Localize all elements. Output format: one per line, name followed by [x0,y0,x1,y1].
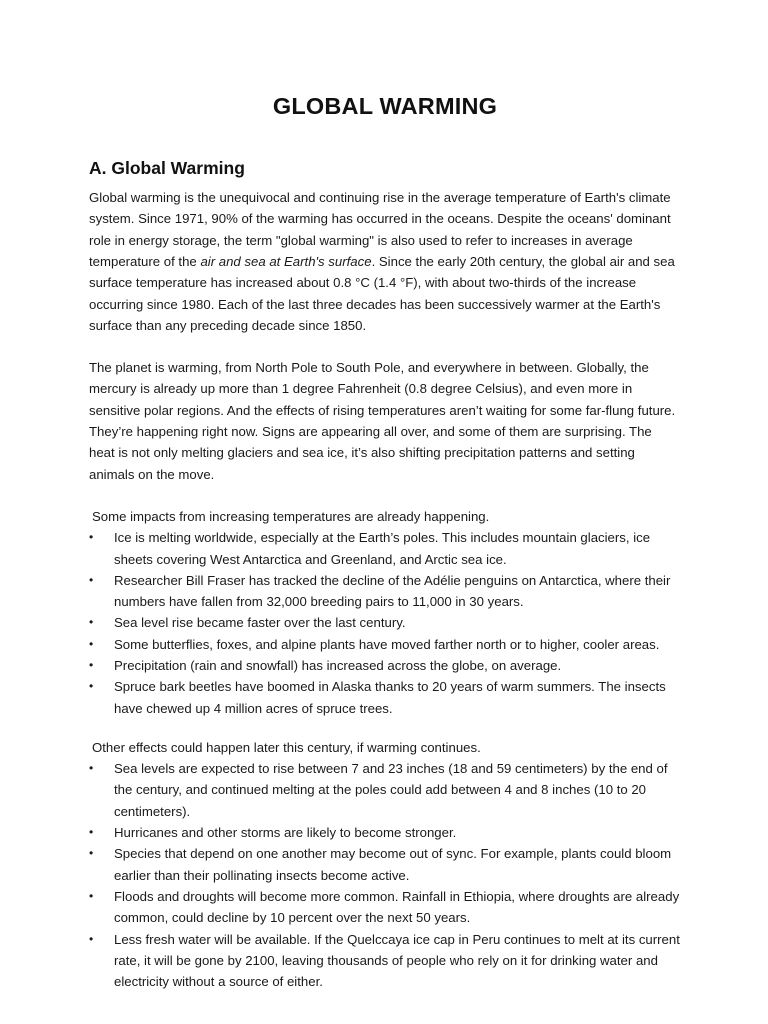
paragraph-planet-warming: The planet is warming, from North Pole to South Pole, and everywhere in between. Globally, the mercury is already up more than 1 degree Fahrenheit (0.8 degree Celsius), and even more in sensitive polar regions. And the effects of rising temperatures aren’t waiting for some far-flung future. They’re happening right now. Signs are appearing all over, and some of them are surprising. The heat is not only melting glaciers and sea ice, it’s also shifting precipitation patterns and setting animals on the move. [89,360,676,482]
list-item: • Less fresh water will be available. If the Quelccaya ice cap in Peru continues to melt at its current rate, it will be gone by 2100, leaving thousands of people who rely on it for drinking water and electricity without a source of either. [89,929,681,993]
page-title: GLOBAL WARMING [272,93,498,119]
list-item: • Spruce bark beetles have boomed in Alaska thanks to 20 years of warm summers. The insects have chewed up 4 million acres of spruce trees. [89,676,681,719]
list-item: • Sea level rise became faster over the last century. [89,612,681,633]
list-item: • Researcher Bill Fraser has tracked the decline of the Adélie penguins on Antarctica, where their numbers have fallen from 32,000 breeding pairs to 11,000 in 30 years. [89,570,681,613]
paragraph-definition-italic-phrase: air and sea at Earth's surface [200,253,372,269]
paragraph-spacer [89,336,681,357]
list-item: • Species that depend on one another may become out of sync. For example, plants could bloom earlier than their pollinating insects become active. [89,843,681,886]
list-item: • Sea levels are expected to rise between 7 and 23 inches (18 and 59 centimeters) by the end of the century, and continued melting at the poles could add between 4 and 8 inches (10 to 20 centimeters). [89,758,681,822]
list-spacer [89,719,681,737]
paragraph-spacer [89,485,681,506]
list-item: • Floods and droughts will become more common. Rainfall in Ethiopia, where droughts are already common, could decline by 10 percent over the next 50 years. [89,886,681,929]
paragraph-definition [89,187,681,336]
section-heading-global-warming: A. Global Warming [89,158,245,179]
current-impacts-list [89,527,681,719]
paragraph-definition-part2: . Since the early 20th century, the global air and sea surface temperature has increased about 0.8 °C (1.4 °F), with about two-thirds of the increase occurring since 1980. Each of the last three decades has been successively warmer at the Earth's surface than any preceding decade since 1850. [89,253,675,333]
list-item: • Ice is melting worldwide, especially at the Earth’s poles. This includes mountain glaciers, ice sheets covering West Antarctica and Greenland, and Arctic sea ice. [89,527,681,570]
list-item: • Hurricanes and other storms are likely to become stronger. [89,822,681,843]
current-impacts-intro: Some impacts from increasing temperatures are already happening. [92,508,490,524]
list-item: • Some butterflies, foxes, and alpine plants have moved farther north or to higher, cooler areas. [89,634,681,655]
document-content [89,92,681,992]
future-effects-list [89,758,681,992]
future-effects-intro: Other effects could happen later this century, if warming continues. [92,739,481,755]
paragraph-definition-part1: Global warming is the unequivocal and continuing rise in the average temperature of Earth's climate system. Since 1971, 90% of the warming has occurred in the oceans. Despite the oceans' dominant role in energy storage, the term "global warming" is also used to refer to increases in average temperature of the [89,190,671,269]
list-item: • Precipitation (rain and snowfall) has increased across the globe, on average. [89,655,681,676]
